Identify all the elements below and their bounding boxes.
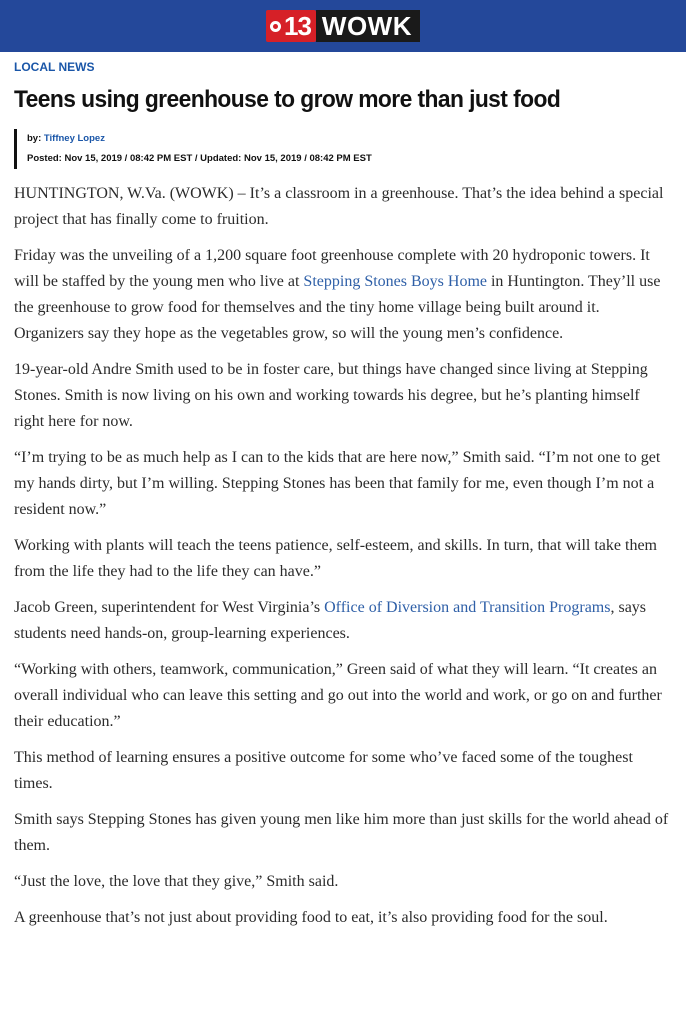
paragraph-5: Working with plants will teach the teens patience, self-esteem, and skills. In turn, that will take them from the life they had to the life they can have.” <box>14 537 657 580</box>
paragraph-4: “I’m trying to be as much help as I can to the kids that are here now,” Smith said. “I’m not one to get my hands dirty, but I’m willing. Stepping Stones has been that family for me, even though I’m not a resident now.” <box>14 449 661 518</box>
page-title: Teens using greenhouse to grow more than just food <box>14 86 561 113</box>
section-link-local-news[interactable]: LOCAL NEWS <box>14 60 95 74</box>
author-line <box>27 129 686 149</box>
by-prefix: by: <box>27 133 42 144</box>
paragraph-2-text-b: in Huntington. They’ll use the greenhouse to grow food for themselves and the tiny home village being built around it. Organizers say they hope as the vegetables grow, so will the young men’s confidence. <box>14 273 661 342</box>
article-body <box>14 181 672 931</box>
paragraph-6 <box>14 595 672 647</box>
diversion-transition-link[interactable]: Office of Diversion and Transition Programs <box>324 599 611 616</box>
byline <box>14 129 686 169</box>
posted-timestamp: Posted: Nov 15, 2019 / 08:42 PM EST / Updated: Nov 15, 2019 / 08:42 PM EST <box>27 153 372 164</box>
wowk-logo[interactable] <box>266 9 420 43</box>
paragraph-2-text-a: Friday was the unveiling of a 1,200 square foot greenhouse complete with 20 hydroponic towers. It will be staffed by the young men who live at <box>14 247 650 290</box>
paragraph-3: 19-year-old Andre Smith used to be in foster care, but things have changed since living at Stepping Stones. Smith is now living on his own and working towards his degree, but he’s planting himself right here for now. <box>14 361 648 430</box>
site-header <box>0 0 686 52</box>
paragraph-7: “Working with others, teamwork, communication,” Green said of what they will learn. “It creates an overall individual who can leave this setting and go out into the world and work, or go on and further their education.” <box>14 661 662 730</box>
paragraph-1: HUNTINGTON, W.Va. (WOWK) – It’s a classroom in a greenhouse. That’s the idea behind a special project that has finally come to fruition. <box>14 185 664 228</box>
logo-call-letters: WOWK <box>316 10 420 42</box>
paragraph-8: This method of learning ensures a positive outcome for some who’ve faced some of the toughest times. <box>14 749 633 792</box>
logo-number-text: 13 <box>283 11 311 41</box>
cbs-eye-icon <box>270 21 281 32</box>
paragraph-9: Smith says Stepping Stones has given young men like him more than just skills for the world ahead of them. <box>14 811 669 854</box>
paragraph-2 <box>14 243 672 347</box>
paragraph-10: “Just the love, the love that they give,” Smith said. <box>14 873 339 890</box>
paragraph-11: A greenhouse that’s not just about providing food to eat, it’s also providing food for the soul. <box>14 909 608 926</box>
author-link[interactable]: Tiffney Lopez <box>43 133 105 144</box>
paragraph-6-text-b: , says students need hands-on, group-learning experiences. <box>14 599 647 642</box>
paragraph-6-text-a: Jacob Green, superintendent for West Virginia’s <box>14 599 325 616</box>
logo-channel-number <box>266 10 316 42</box>
stepping-stones-link[interactable]: Stepping Stones Boys Home <box>303 273 487 290</box>
